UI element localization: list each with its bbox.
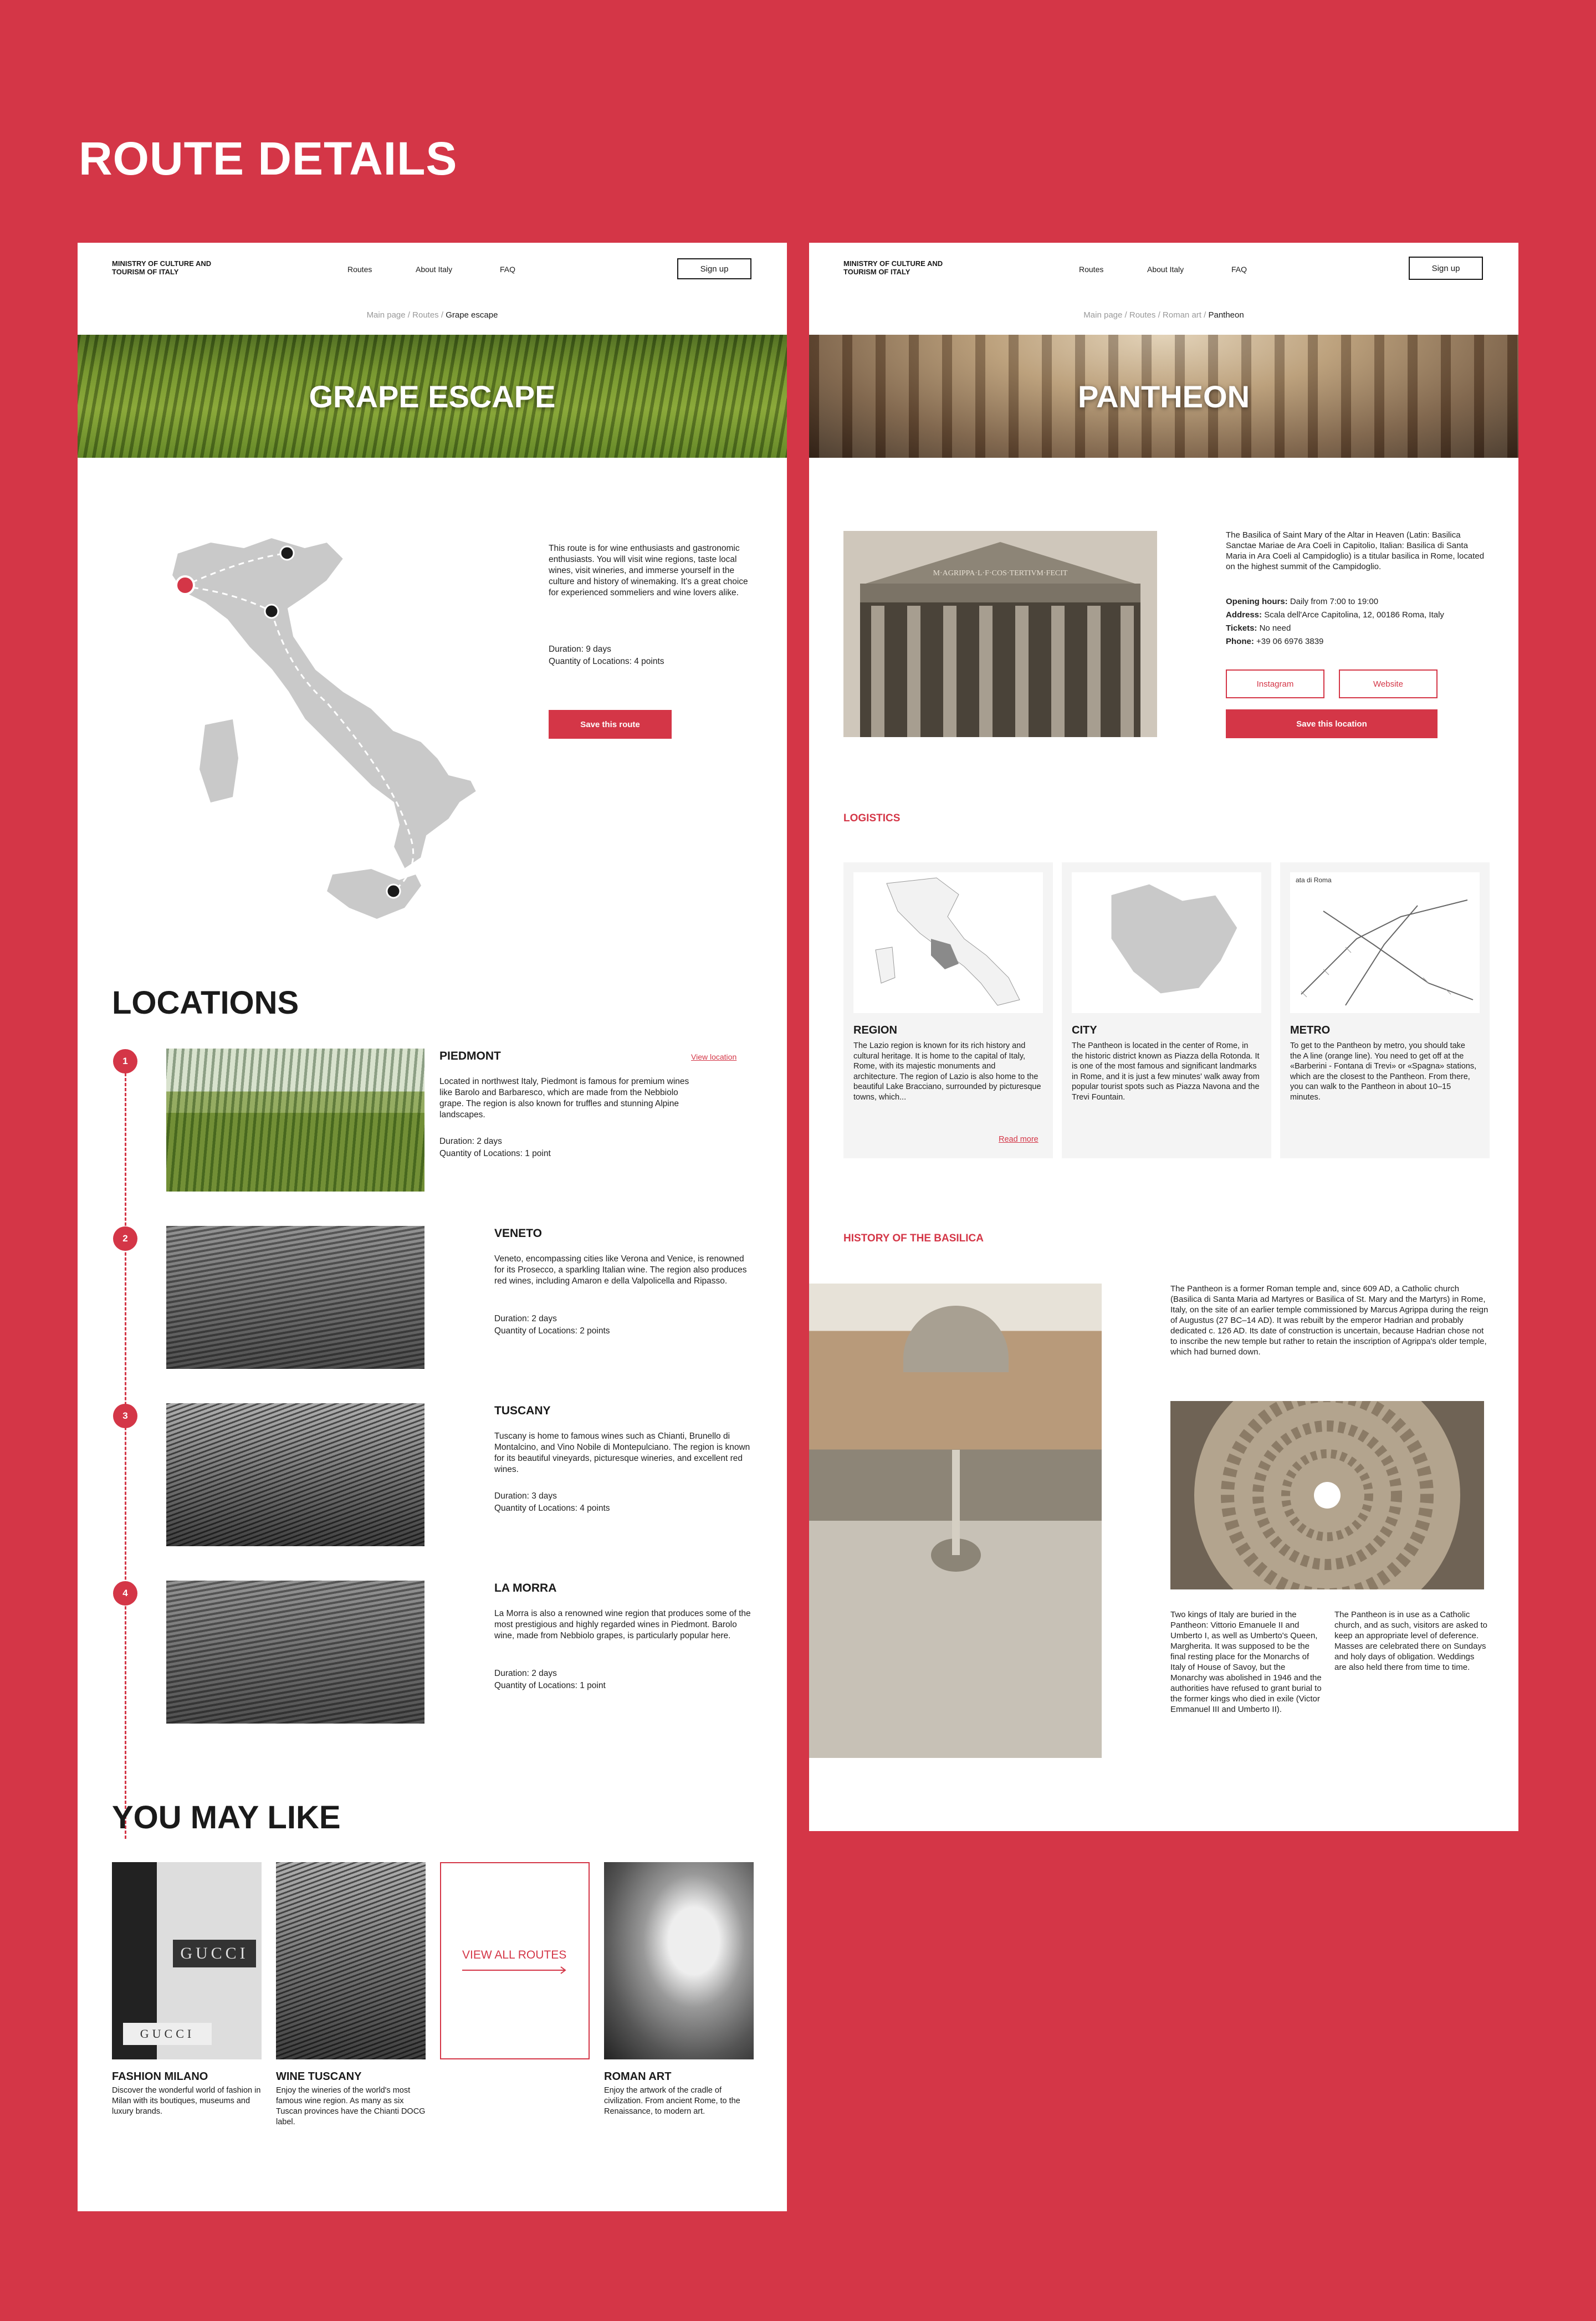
route-duration: Duration: 9 days — [549, 645, 611, 654]
view-all-routes-label: VIEW ALL ROUTES — [462, 1949, 567, 1961]
save-location-button[interactable]: Save this location — [1226, 709, 1438, 738]
history-paragraph-2: Two kings of Italy are buried in the Pantheon: Vittorio Emanuele II and Umberto I, as well as Umberto's Queen, Margherita. It was supposed to be the final resting place for the Monarchs of Italy of House of Savoy, but the Monarchy was abolished in 1946 and the authorities have refused to grant burial to the former kings who died in exile (Victor Emmanuel III and Umberto II). — [1170, 1610, 1322, 1714]
route-quantity: Quantity of Locations: 4 points — [549, 657, 664, 666]
like-card-title: ROMAN ART — [604, 2071, 672, 2083]
info-label: Address: — [1226, 610, 1262, 620]
metro-map — [1290, 872, 1480, 1013]
arrow-right-icon — [462, 1966, 567, 1974]
route-start-point — [176, 576, 194, 594]
like-card-fashion[interactable] — [112, 1862, 262, 2117]
location-duration: Duration: 2 days — [494, 1669, 557, 1678]
location-number: 2 — [113, 1226, 137, 1251]
location-title: VENETO — [494, 1227, 542, 1240]
locations-heading: LOCATIONS — [112, 985, 299, 1021]
location-description: The Basilica of Saint Mary of the Altar in Heaven (Latin: Basilica Sanctae Mariae de Ara Coeli in Capitolio, Italian: Basilica di Santa Maria in Ara Coeli al Campidoglio) is a titular basilica in Rome, located on the highest summit of the Campidoglio. — [1226, 530, 1485, 571]
veneto-photo — [166, 1226, 424, 1369]
save-route-button[interactable]: Save this route — [549, 710, 672, 739]
breadcrumb-roman-art[interactable]: Roman art — [1162, 310, 1201, 320]
location-duration: Duration: 2 days — [494, 1314, 557, 1323]
breadcrumb-main[interactable]: Main page — [366, 310, 406, 320]
nav-routes[interactable]: Routes — [347, 265, 372, 274]
location-quantity: Quantity of Locations: 1 point — [494, 1681, 606, 1690]
pantheon-facade-photo — [843, 531, 1157, 737]
fashion-photo — [112, 1862, 262, 2059]
website-button[interactable]: Website — [1339, 669, 1438, 698]
hero-title: PANTHEON — [1077, 379, 1250, 414]
pantheon-dome-photo — [1170, 1401, 1484, 1589]
gucci-sign: GUCCI — [123, 2023, 212, 2045]
history-heading: HISTORY OF THE BASILICA — [843, 1233, 984, 1244]
info-label: Phone: — [1226, 637, 1254, 646]
route-point — [265, 605, 278, 618]
metro-card — [1280, 862, 1490, 1158]
sardinia — [200, 719, 238, 802]
pantheon-piazza-photo — [809, 1284, 1102, 1758]
logistics-heading: LOGISTICS — [843, 812, 901, 824]
metro-title: METRO — [1290, 1024, 1331, 1036]
like-card-text: Discover the wonderful world of fashion in Milan with its boutiques, museums and luxury brands. — [112, 2086, 261, 2116]
gucci-sign: GUCCI — [173, 1940, 256, 1967]
region-title: REGION — [853, 1024, 897, 1036]
metro-map-label: ata di Roma — [1296, 876, 1332, 884]
breadcrumb-routes[interactable]: Routes — [412, 310, 439, 320]
history-paragraph-1: The Pantheon is a former Roman temple and, since 609 AD, a Catholic church (Basilica di Santa Maria ad Martyres or Basilica of St. Mary and the Martyrs) in Rome, Italy, on the site of an earlier temple commissioned by Marcus Agrippa during the reign of Augustus (27 BC–14 AD). It was rebuilt by the emperor Hadrian and probably dedicated c. 126 AD. Its date of construction is uncertain, because Hadrian chose not to inscribe the new temple but rather to retain the inscription of Agrippa's older temple, which had burned down. — [1170, 1284, 1488, 1357]
location-title: LA MORRA — [494, 1582, 557, 1594]
info-label: Tickets: — [1226, 623, 1257, 633]
breadcrumb-routes[interactable]: Routes — [1129, 310, 1156, 320]
location-info — [1226, 595, 1489, 648]
tuscany-photo — [166, 1403, 424, 1546]
roman-art-photo — [604, 1862, 754, 2059]
signup-button[interactable]: Sign up — [677, 258, 751, 279]
you-may-like-heading: YOU MAY LIKE — [112, 1799, 341, 1836]
la-morra-photo — [166, 1581, 424, 1724]
location-title: PIEDMONT — [439, 1050, 501, 1062]
city-map — [1072, 872, 1261, 1013]
location-duration: Duration: 2 days — [439, 1137, 502, 1146]
nav-faq[interactable]: FAQ — [1231, 265, 1247, 274]
hero-banner — [78, 335, 787, 458]
nav-faq[interactable]: FAQ — [500, 265, 516, 274]
region-text: The Lazio region is known for its rich history and cultural heritage. It is home to the capital of Italy, Rome, with its majestic monuments and architecture. The region of Lazio is also home to the beautiful Lake Bracciano, surrounded by picturesque towns, which... — [853, 1041, 1041, 1102]
ministry-logo[interactable]: MINISTRY OF CULTURE AND TOURISM OF ITALY — [843, 259, 943, 276]
info-value: +39 06 6976 3839 — [1256, 637, 1324, 646]
info-row — [1226, 635, 1489, 648]
italy-route-map — [161, 525, 582, 924]
info-label: Opening hours: — [1226, 597, 1288, 606]
route-page-panel — [78, 243, 787, 2211]
piedmont-photo — [166, 1049, 424, 1192]
info-value: Daily from 7:00 to 19:00 — [1290, 597, 1379, 606]
ministry-logo[interactable]: MINISTRY OF CULTURE AND TOURISM OF ITALY — [112, 259, 212, 276]
region-card — [843, 862, 1053, 1158]
read-more-link[interactable]: Read more — [999, 1135, 1039, 1144]
nav-about-italy[interactable]: About Italy — [1147, 265, 1184, 274]
region-map — [853, 872, 1043, 1013]
location-number: 3 — [113, 1404, 137, 1428]
oculus — [1314, 1482, 1341, 1509]
location-text: La Morra is also a renowned wine region that produces some of the most prestigious and highly regarded wines in Piedmont. Barolo wine, made from Nebbiolo grapes, is particularly popular here. — [494, 1609, 751, 1640]
history-paragraph-3: The Pantheon is in use as a Catholic church, and as such, visitors are asked to keep an appropriate level of deference. Masses are celebrated there on Sundays and holy days of obligation. Weddings are also held there from time to time. — [1334, 1610, 1487, 1672]
info-value: Scala dell'Arce Capitolina, 12, 00186 Roma, Italy — [1264, 610, 1444, 620]
breadcrumb: Main page / Routes / Roman art / Pantheon — [1083, 310, 1244, 320]
location-duration: Duration: 3 days — [494, 1491, 557, 1501]
city-title: CITY — [1072, 1024, 1097, 1036]
view-all-routes-card[interactable] — [440, 1862, 590, 2059]
breadcrumb-current: Pantheon — [1208, 310, 1244, 320]
location-text: Tuscany is home to famous wines such as Chianti, Brunello di Montalcino, and Vino Nobile di Montepulciano. The region is known for its beautiful vineyards, picturesque wineries, and excellent red wines. — [494, 1432, 750, 1474]
like-card-roman-art[interactable] — [604, 1862, 754, 2117]
info-row — [1226, 595, 1489, 609]
pediment-inscription: M·AGRIPPA·L·F·COS·TERTIVM·FECIT — [933, 569, 1068, 577]
sicily — [327, 869, 421, 919]
route-point — [280, 546, 294, 560]
breadcrumb-main[interactable]: Main page — [1083, 310, 1123, 320]
like-card-title: FASHION MILANO — [112, 2071, 208, 2083]
like-card-text: Enjoy the wineries of the world's most famous wine region. As many as six Tuscan provinces have the Chianti DOCG label. — [276, 2086, 426, 2126]
location-number: 1 — [113, 1049, 137, 1073]
italy-mainland — [172, 538, 477, 869]
signup-button[interactable]: Sign up — [1409, 257, 1483, 280]
hero-banner — [809, 335, 1518, 458]
instagram-button[interactable]: Instagram — [1226, 669, 1324, 698]
info-row — [1226, 609, 1489, 622]
route-point — [387, 885, 400, 898]
breadcrumb-current: Grape escape — [446, 310, 498, 320]
city-card — [1062, 862, 1271, 1158]
location-title: TUSCANY — [494, 1404, 551, 1417]
location-text: Located in northwest Italy, Piedmont is famous for premium wines like Barolo and Barbaresco, which are made from the Nebbiolo grape. The region is also known for truffles and stunning Alpine landscapes. — [439, 1077, 689, 1119]
location-quantity: Quantity of Locations: 4 points — [494, 1504, 610, 1513]
location-page-panel — [809, 243, 1518, 1831]
breadcrumb: Main page / Routes / Grape escape — [366, 310, 498, 320]
nav-about-italy[interactable]: About Italy — [416, 265, 453, 274]
timeline-line — [125, 1063, 126, 1839]
route-intro: This route is for wine enthusiasts and gastronomic enthusiasts. You will visit wine regions, taste local wines, visit wineries, and immerse yourself in the culture and history of winemaking. It's a great choice for experienced sommeliers and wine lovers alike. — [549, 544, 748, 597]
info-value: No need — [1259, 623, 1291, 633]
page-title: ROUTE DETAILS — [79, 132, 458, 185]
metro-text: To get to the Pantheon by metro, you should take the A line (orange line). You need to get off at the «Barberini - Fontana di Trevi» or «Spagna» stations, which are the closest to the Pantheon. From there, you can walk to the Pantheon in about 10–15 minutes. — [1290, 1041, 1477, 1102]
wine-tuscany-photo — [276, 1862, 426, 2059]
like-card-title: WINE TUSCANY — [276, 2071, 362, 2083]
location-number: 4 — [113, 1581, 137, 1606]
like-card-text: Enjoy the artwork of the cradle of civilization. From ancient Rome, to the Renaissance, to modern art. — [604, 2086, 740, 2116]
view-location-link[interactable]: View location — [691, 1052, 737, 1061]
hero-title: GRAPE ESCAPE — [309, 379, 556, 414]
info-row — [1226, 622, 1489, 635]
location-text: Veneto, encompassing cities like Verona and Venice, is renowned for its Prosecco, a sparkling Italian wine. The region also produces red wines, including Amaron e della Valpolicella and Ripasso. — [494, 1254, 747, 1286]
location-quantity: Quantity of Locations: 2 points — [494, 1326, 610, 1336]
location-quantity: Quantity of Locations: 1 point — [439, 1149, 551, 1158]
nav-routes[interactable]: Routes — [1079, 265, 1104, 274]
like-card-wine-tuscany[interactable] — [276, 1862, 426, 2128]
city-text: The Pantheon is located in the center of Rome, in the historic district known as Piazza della Rotonda. It is one of the most famous and significant landmarks in Rome, and it is just a few minutes' walk away from popular tourist spots such as Piazza Navona and the Trevi Fountain. — [1072, 1041, 1260, 1102]
